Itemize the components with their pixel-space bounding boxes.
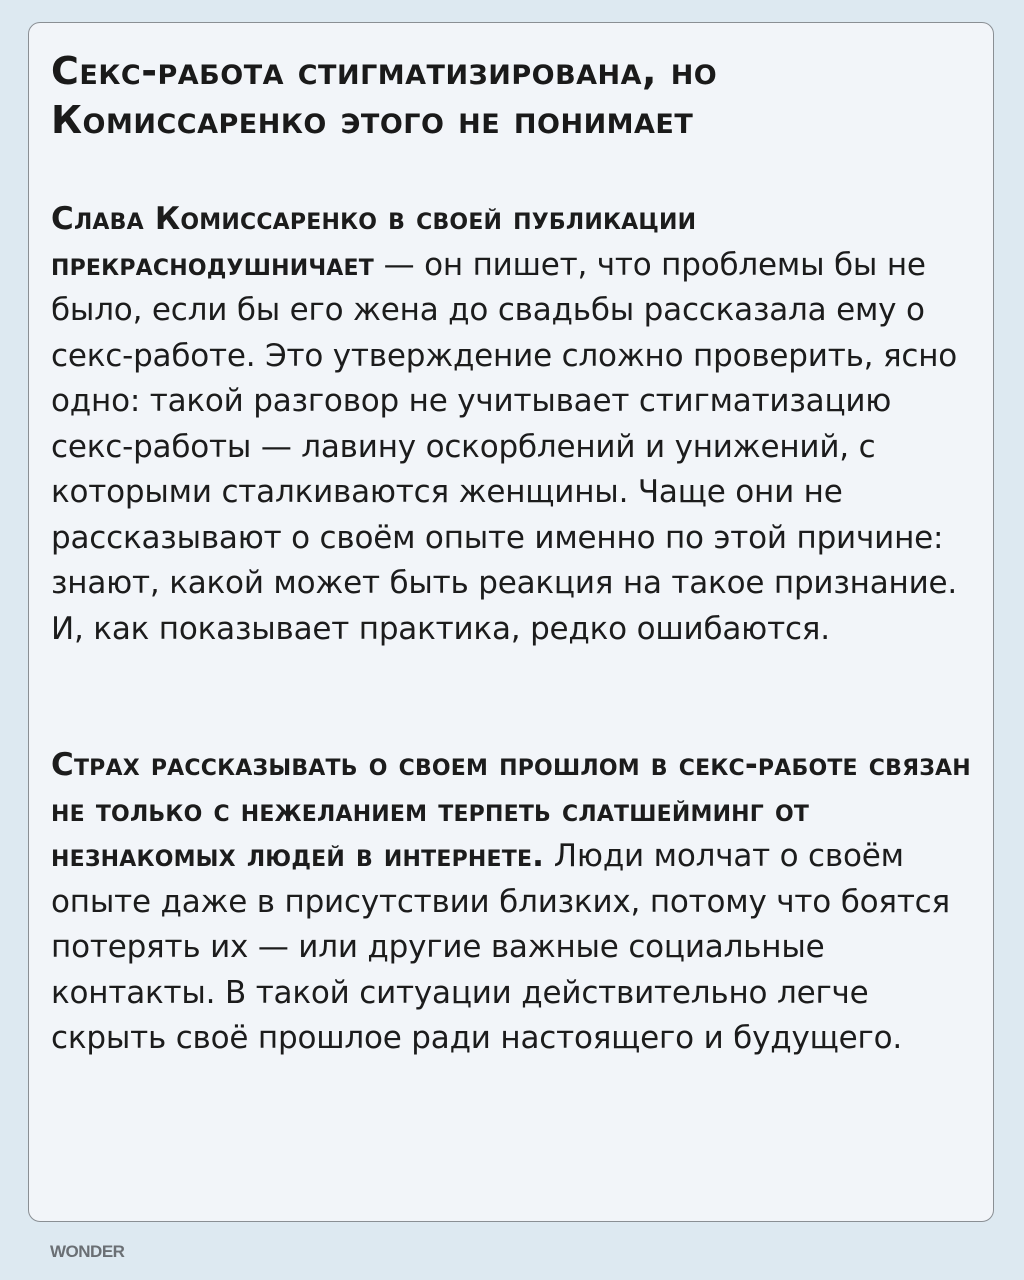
paragraph-1: [51, 197, 981, 652]
paragraph-2-lead: Страх рассказывать о своем прошлом в секс-работе связан не только с нежеланием терпеть слатшейминг от незнакомых людей в интернете.: [51, 747, 971, 874]
article-title: Секс-работа стигматизирована, но Комиссаренко этого не понимает: [51, 49, 718, 142]
paragraph-2: [51, 743, 981, 1062]
article-card: [28, 22, 994, 1222]
paragraph-1-text: — он пишет, что проблемы бы не было, если бы его жена до свадьбы рассказала ему о секс-работе. Это утверждение сложно проверить, ясно одно: такой разговор не учитывает стигматизацию секс-работы — лавину оскорблений и унижений, с которыми сталкиваются женщины. Чаще они не рассказывают о своём опыте именно по этой причине: знают, какой может быть реакция на такое признание. И, как показывает практика, редко ошибаются.: [51, 246, 958, 647]
brand-logo: WONDER: [50, 1242, 125, 1261]
paragraph-2-text: Люди молчат о своём опыте даже в присутствии близких, потому что боятся потерять их — или другие важные социальные контакты. В такой ситуации действительно легче скрыть своё прошлое ради настоящего и будущего.: [51, 838, 950, 1056]
paragraph-1-lead: Слава Комиссаренко в своей публикации прекраснодушничает: [51, 201, 697, 283]
